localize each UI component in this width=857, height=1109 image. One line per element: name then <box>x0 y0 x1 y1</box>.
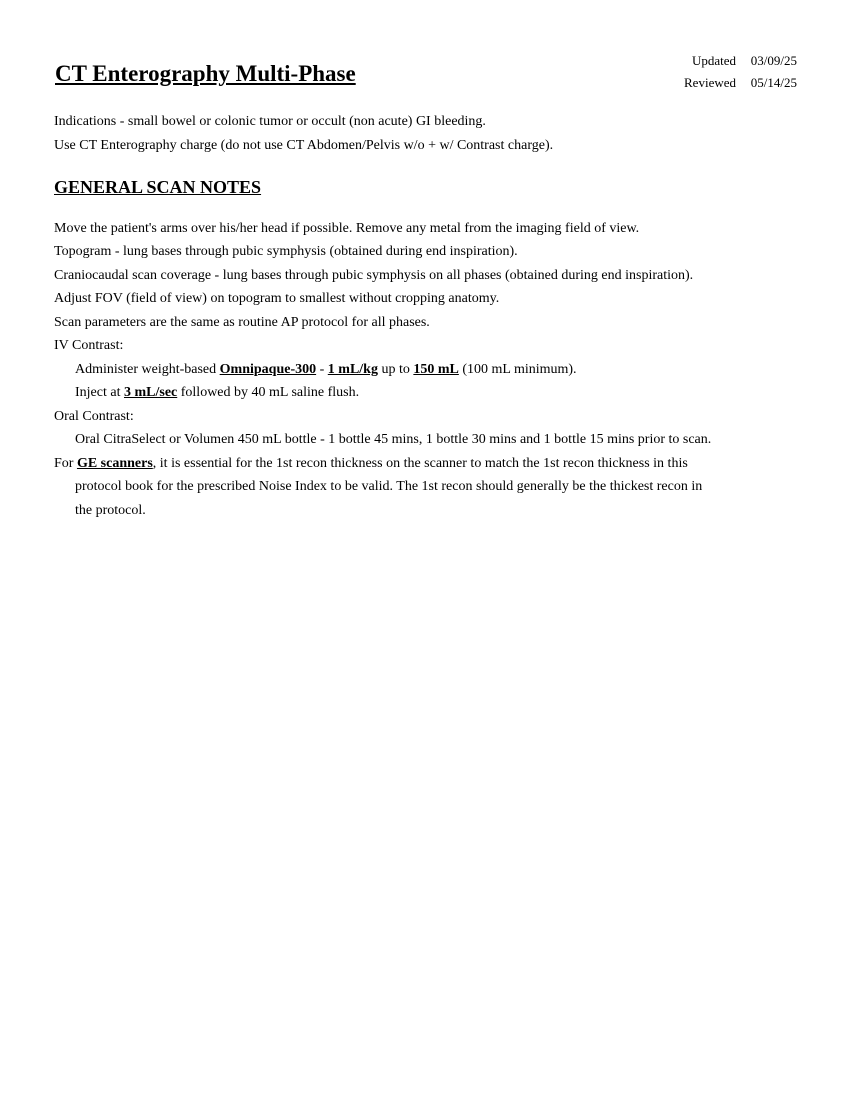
updated-row <box>684 50 797 72</box>
iv-dose-text-2: - <box>316 362 328 377</box>
iv-rate-text-1: Inject at <box>75 385 124 400</box>
iv-rate-text-2: followed by 40 mL saline flush. <box>177 385 360 400</box>
revision-dates <box>684 50 797 94</box>
dose-per-kg: 1 mL/kg <box>327 362 378 377</box>
updated-date: 03/09/25 <box>750 53 797 68</box>
topogram-note: Topogram - lung bases through pubic symphysis (obtained during end inspiration). <box>54 244 518 259</box>
iv-dose-text-4: (100 mL minimum). <box>458 362 577 377</box>
ge-scanners-line-1 <box>54 452 688 475</box>
iv-rate-line <box>75 381 359 404</box>
general-scan-notes-heading: GENERAL SCAN NOTES <box>54 177 262 197</box>
iv-dose-text-1: Administer weight-based <box>75 362 220 377</box>
oral-contrast-instructions: Oral CitraSelect or Volumen 450 mL bottle - 1 bottle 45 mins, 1 bottle 30 mins and 1 bottle 15 mins prior to scan. <box>75 432 712 447</box>
arms-note: Move the patient's arms over his/her head if possible. Remove any metal from the imaging field of view. <box>54 221 640 236</box>
iv-dose-text-3: up to <box>377 362 414 377</box>
ge-text-1: For <box>54 456 77 471</box>
indications-text: Indications - small bowel or colonic tumor or occult (non acute) GI bleeding. <box>54 114 486 129</box>
charge-text: Use CT Enterography charge (do not use CT Abdomen/Pelvis w/o + w/ Contrast charge). <box>54 138 554 153</box>
coverage-note: Craniocaudal scan coverage - lung bases through pubic symphysis on all phases (obtained during end inspiration). <box>54 268 694 283</box>
ge-scanners-key: GE scanners <box>76 456 153 471</box>
updated-label: Updated <box>691 53 736 68</box>
iv-dose-line <box>75 358 577 381</box>
oral-contrast-label: Oral Contrast: <box>54 409 134 424</box>
max-dose: 150 mL <box>413 362 459 377</box>
fov-note: Adjust FOV (field of view) on topogram to smallest without cropping anatomy. <box>54 291 500 306</box>
iv-contrast-label: IV Contrast: <box>54 338 124 353</box>
params-note: Scan parameters are the same as routine AP protocol for all phases. <box>54 315 430 330</box>
contrast-agent: Omnipaque-300 <box>219 362 317 377</box>
ge-scanners-line-3: the protocol. <box>75 503 146 518</box>
reviewed-row <box>684 72 797 94</box>
ge-text-2: , it is essential for the 1st recon thickness on the scanner to match the 1st recon thickness in this <box>152 456 688 471</box>
injection-rate: 3 mL/sec <box>123 385 178 400</box>
reviewed-date: 05/14/25 <box>750 75 797 90</box>
ge-scanners-line-2: protocol book for the prescribed Noise Index to be valid. The 1st recon should generally be the thickest recon in <box>75 479 703 494</box>
page-title: CT Enterography Multi-Phase <box>55 61 356 86</box>
reviewed-label: Reviewed <box>684 75 736 90</box>
